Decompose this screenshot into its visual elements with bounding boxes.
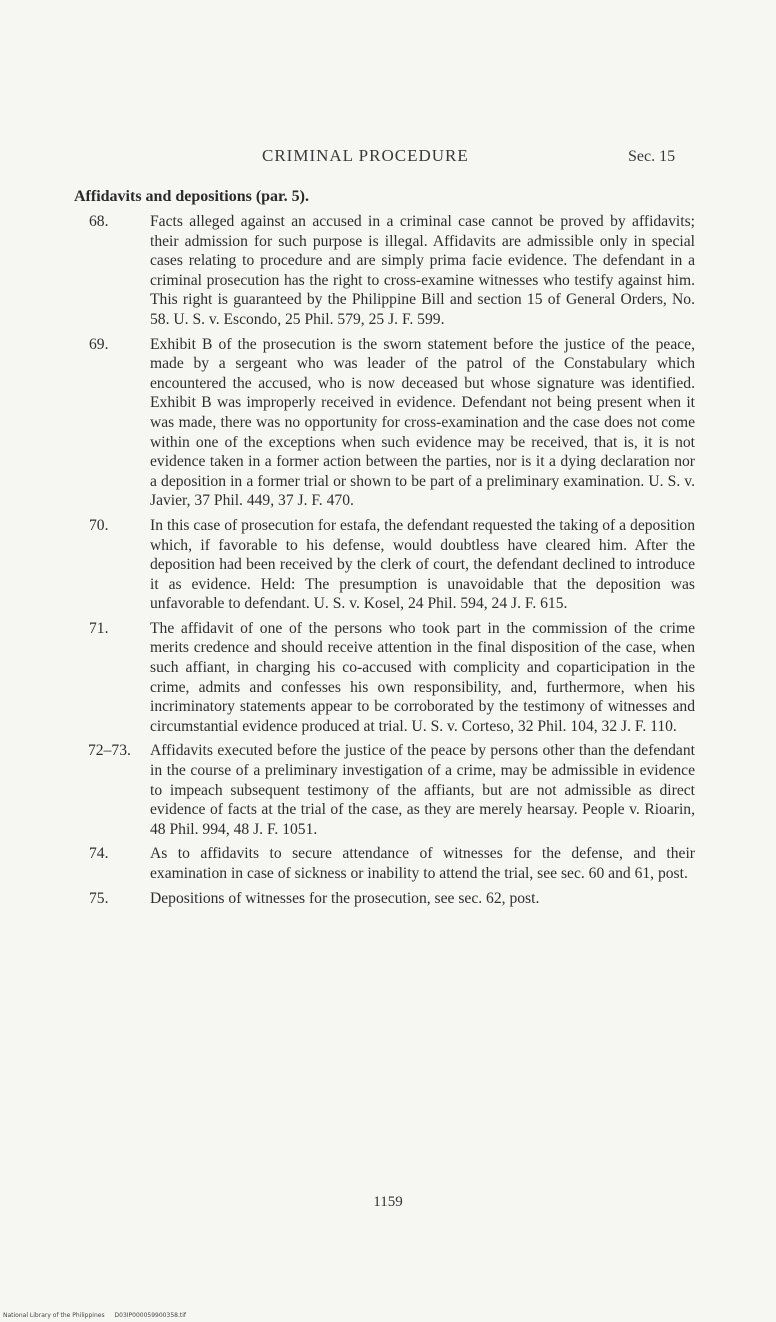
paragraph-number: 69. bbox=[89, 335, 109, 353]
paragraph-number: 74. bbox=[89, 845, 109, 863]
page-number: 1159 bbox=[373, 1194, 403, 1210]
running-head bbox=[0, 146, 776, 172]
paragraph-71 bbox=[89, 619, 695, 737]
paragraph-number: 68. bbox=[89, 213, 109, 230]
paragraph-74 bbox=[89, 844, 695, 883]
running-head-title: CRIMINAL PROCEDURE bbox=[262, 146, 469, 165]
paragraph-text: In this case of prosecution for estafa, the defendant requested the taking of a deposition which, if favorable to his defense, would doubtless have cleared him. After the deposition had been received by the clerk of court, the defendant declined to introduce it as evidence. Held: The presumption is unavoidable that the deposition was unfavorable to defendant. U. S. v. Kosel, 24 Phil. 594, 24 J. F. 615. bbox=[150, 516, 695, 613]
paragraph-text: As to affidavits to secure attendance of witnesses for the defense, and their examination in case of sickness or inability to attend the trial, see sec. 60 and 61, post. bbox=[150, 845, 695, 882]
paragraph-75 bbox=[89, 889, 695, 909]
paragraph-72-73 bbox=[88, 741, 695, 839]
paragraph-text: Facts alleged against an accused in a criminal case cannot be proved by affidavits; their admission for such purpose is illegal. Affidavits are admissible only in special cases relating to procedure and are simply prima facie evidence. The defendant in a criminal prosecution has the right to cross-examine witnesses who testify against him. This right is guaranteed by the Philippine Bill and section 15 of General Orders, No. 58. U. S. v. Escondo, 25 Phil. 579, 25 J. F. 599. bbox=[150, 213, 695, 328]
library-credit: National Library of the Philippines bbox=[3, 1312, 105, 1319]
paragraph-number: 70. bbox=[89, 516, 109, 534]
scan-credit bbox=[3, 1312, 194, 1319]
paragraph-list bbox=[0, 212, 776, 913]
paragraph-text: Affidavits executed before the justice of the peace by persons other than the defendant in the course of a preliminary investigation of a crime, may be admissible in evidence to impeach subsequent testimony of the affiants, but are not admissible as direct evidence of facts at the trial of the case, as they are merely hearsay. People v. Rioarin, 48 Phil. 994, 48 J. F. 1051. bbox=[150, 742, 695, 838]
paragraph-text: Exhibit B of the prosecution is the sworn statement before the justice of the peace, made by a sergeant who was leader of the patrol of the Constabulary which encountered the accused, who is now deceased but whose signature was identified. Exhibit B was improperly received in evidence. Defendant not being present when it was made, there was no opportunity for cross-examination and the case does not come within one of the exceptions when such evidence may be received, that is, it is not evidence taken in a former action between the parties, nor is it a dying declaration nor a deposition in a former trial or shown to be part of a preliminary examination. U. S. v. Javier, 37 Phil. 449, 37 J. F. 470. bbox=[150, 335, 695, 510]
paragraph-text: Depositions of witnesses for the prosecution, see sec. 62, post. bbox=[150, 889, 540, 907]
paragraph-69 bbox=[89, 335, 695, 511]
paragraph-68 bbox=[89, 212, 695, 330]
running-head-section: Sec. 15 bbox=[628, 148, 676, 165]
file-code: D03IP000059900358.tif bbox=[114, 1312, 186, 1319]
paragraph-70 bbox=[89, 516, 695, 614]
paragraph-number: 72–73. bbox=[88, 742, 131, 760]
paragraph-text: The affidavit of one of the persons who took part in the commission of the crime merits credence and should receive attention in the final disposition of the case, when such affiant, in charging his co-accused with complicity and coparticipation in the crime, admits and confesses his own responsibility, and, furthermore, when his incriminatory statements appear to be corroborated by the testimony of witnesses and circumstantial evidence produced at trial. U. S. v. Corteso, 32 Phil. 104, 32 J. F. 110. bbox=[150, 619, 695, 735]
section-heading: Affidavits and depositions (par. 5). bbox=[74, 188, 310, 205]
paragraph-number: 75. bbox=[89, 889, 109, 907]
paragraph-number: 71. bbox=[89, 619, 109, 637]
